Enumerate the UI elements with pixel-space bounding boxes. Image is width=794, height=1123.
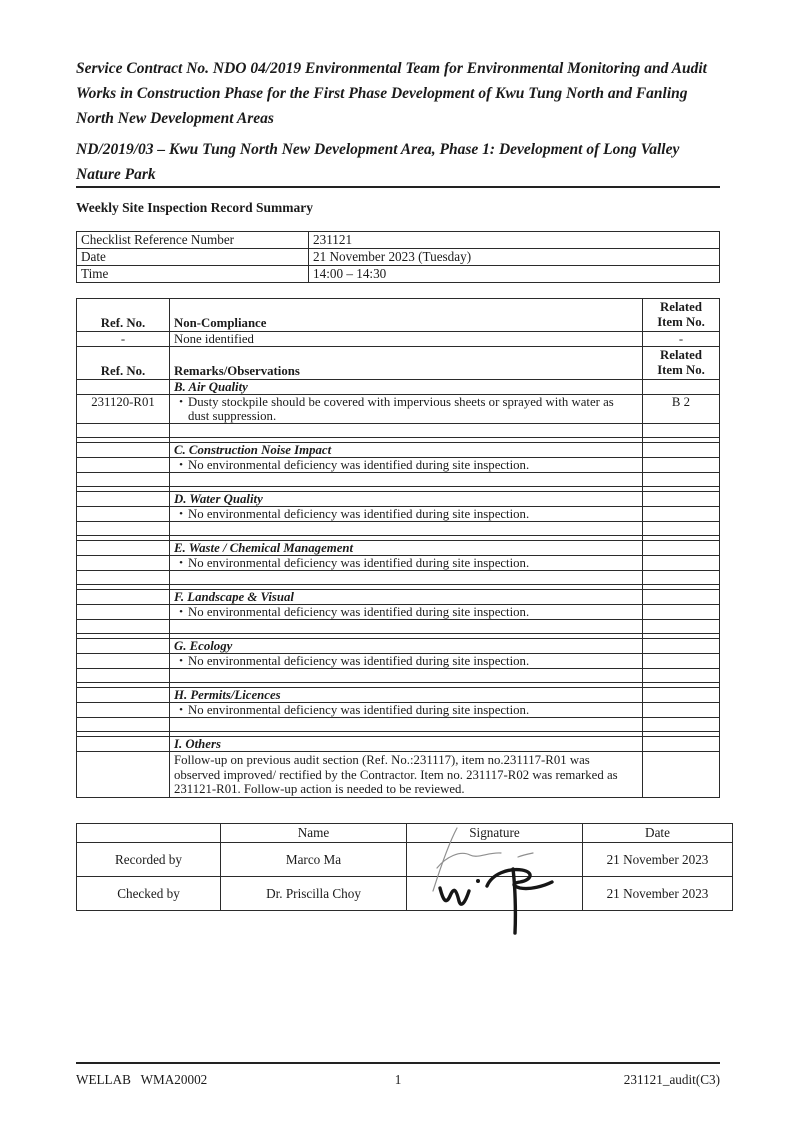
- info-label: Checklist Reference Number: [77, 232, 309, 249]
- checked-signature-cell: [407, 877, 583, 911]
- section-heading: D. Water Quality: [170, 492, 643, 507]
- page-number: 1: [394, 1072, 402, 1087]
- info-label: Date: [77, 249, 309, 266]
- col-header-ref: Ref. No.: [77, 299, 170, 332]
- empty-row: [77, 424, 720, 438]
- remark-row: [77, 458, 720, 473]
- remarks-header-row: [77, 347, 720, 380]
- document-header: [76, 56, 724, 187]
- bullet-icon: •: [179, 606, 183, 618]
- section-heading-row: [77, 737, 720, 752]
- signature-header-row: [77, 824, 733, 843]
- col-header-name: Name: [221, 824, 407, 843]
- checked-date: 21 November 2023: [583, 877, 733, 911]
- section-heading: F. Landscape & Visual: [170, 590, 643, 605]
- table-row: [77, 266, 720, 283]
- empty-row: [77, 718, 720, 732]
- remark-text: Dusty stockpile should be covered with impervious sheets or sprayed with water as dust suppression.: [188, 395, 614, 423]
- empty-row: [77, 522, 720, 536]
- checklist-info-table: [76, 231, 720, 283]
- info-label: Time: [77, 266, 309, 283]
- section-heading-row: [77, 590, 720, 605]
- remark-ref: 231120-R01: [77, 395, 170, 424]
- remark-related: B 2: [643, 395, 720, 424]
- section-heading-row: [77, 688, 720, 703]
- bullet-icon: •: [179, 704, 183, 716]
- table-row: [77, 249, 720, 266]
- col-header-remarks: Remarks/Observations: [170, 347, 643, 380]
- section-heading: I. Others: [170, 737, 643, 752]
- signature-table: [76, 823, 733, 911]
- remark-row: [77, 556, 720, 571]
- role-label: Recorded by: [77, 843, 221, 877]
- section-heading: C. Construction Noise Impact: [170, 443, 643, 458]
- remark-text: No environmental deficiency was identified during site inspection.: [188, 654, 530, 668]
- col-header-signature: Signature: [407, 824, 583, 843]
- section-heading-row: [77, 541, 720, 556]
- col-header-ref: Ref. No.: [77, 347, 170, 380]
- bullet-icon: •: [179, 655, 183, 667]
- remark-row: [77, 507, 720, 522]
- col-header-date: Date: [583, 824, 733, 843]
- recorded-signature-cell: [407, 843, 583, 877]
- page-title: Weekly Site Inspection Record Summary: [76, 200, 313, 215]
- remark-row: [77, 395, 720, 424]
- bullet-icon: •: [179, 396, 183, 408]
- footer-left-text: WELLAB WMA20002: [76, 1072, 208, 1087]
- non-compliance-header-row: [77, 299, 720, 332]
- section-heading: H. Permits/Licences: [170, 688, 643, 703]
- footer-right-text: 231121_audit(C3): [623, 1072, 720, 1087]
- info-value: 21 November 2023 (Tuesday): [309, 249, 720, 266]
- role-label: Checked by: [77, 877, 221, 911]
- empty-row: [77, 473, 720, 487]
- empty-row: [77, 620, 720, 634]
- remark-text: No environmental deficiency was identified during site inspection.: [188, 556, 530, 570]
- followup-text: Follow-up on previous audit section (Ref. No.:231117), item no.231117-R01 was observed improved/ rectified by the Contractor. Item no. 231117-R02 was remarked as 231121-R01. Follow-up action is needed to be reviewed.: [170, 752, 643, 798]
- bullet-icon: •: [179, 557, 183, 569]
- header-divider: [76, 186, 720, 188]
- section-heading: E. Waste / Chemical Management: [170, 541, 643, 556]
- project-title: ND/2019/03 – Kwu Tung North New Development Area, Phase 1: Development of Long Valley Nature Park: [76, 141, 680, 183]
- remark-text: No environmental deficiency was identified during site inspection.: [188, 703, 530, 717]
- remark-text: No environmental deficiency was identified during site inspection.: [188, 605, 530, 619]
- info-value: 14:00 – 14:30: [309, 266, 720, 283]
- bullet-icon: •: [179, 459, 183, 471]
- footer-divider: [76, 1062, 720, 1064]
- checker-name: Dr. Priscilla Choy: [221, 877, 407, 911]
- col-header-related: Related Item No.: [643, 299, 720, 332]
- recorded-by-row: [77, 843, 733, 877]
- section-heading-row: [77, 492, 720, 507]
- section-heading: B. Air Quality: [170, 380, 643, 395]
- recorder-name: Marco Ma: [221, 843, 407, 877]
- checked-by-row: [77, 877, 733, 911]
- remark-text: No environmental deficiency was identified during site inspection.: [188, 458, 530, 472]
- signature-block: [76, 823, 720, 943]
- table-row: [77, 232, 720, 249]
- empty-row: [77, 571, 720, 585]
- followup-row: [77, 752, 720, 798]
- recorded-date: 21 November 2023: [583, 843, 733, 877]
- section-heading-row: [77, 639, 720, 654]
- section-heading: G. Ecology: [170, 639, 643, 654]
- remark-text: No environmental deficiency was identified during site inspection.: [188, 507, 530, 521]
- inspection-table: [76, 298, 720, 798]
- section-heading-row: [77, 443, 720, 458]
- info-value: 231121: [309, 232, 720, 249]
- bullet-icon: •: [179, 508, 183, 520]
- empty-row: [77, 669, 720, 683]
- remark-row: [77, 654, 720, 669]
- remark-row: [77, 605, 720, 620]
- remark-row: [77, 703, 720, 718]
- section-heading-row: [77, 380, 720, 395]
- col-header-related: Related Item No.: [643, 347, 720, 380]
- contract-title: Service Contract No. NDO 04/2019 Environmental Team for Environmental Monitoring and Audit Works in Construction Phase for the First Phase Development of Kwu Tung North and Fanling North New Development Areas: [76, 60, 707, 127]
- col-header-non-compliance: Non-Compliance: [170, 299, 643, 332]
- non-compliance-row: - None identified -: [77, 332, 720, 347]
